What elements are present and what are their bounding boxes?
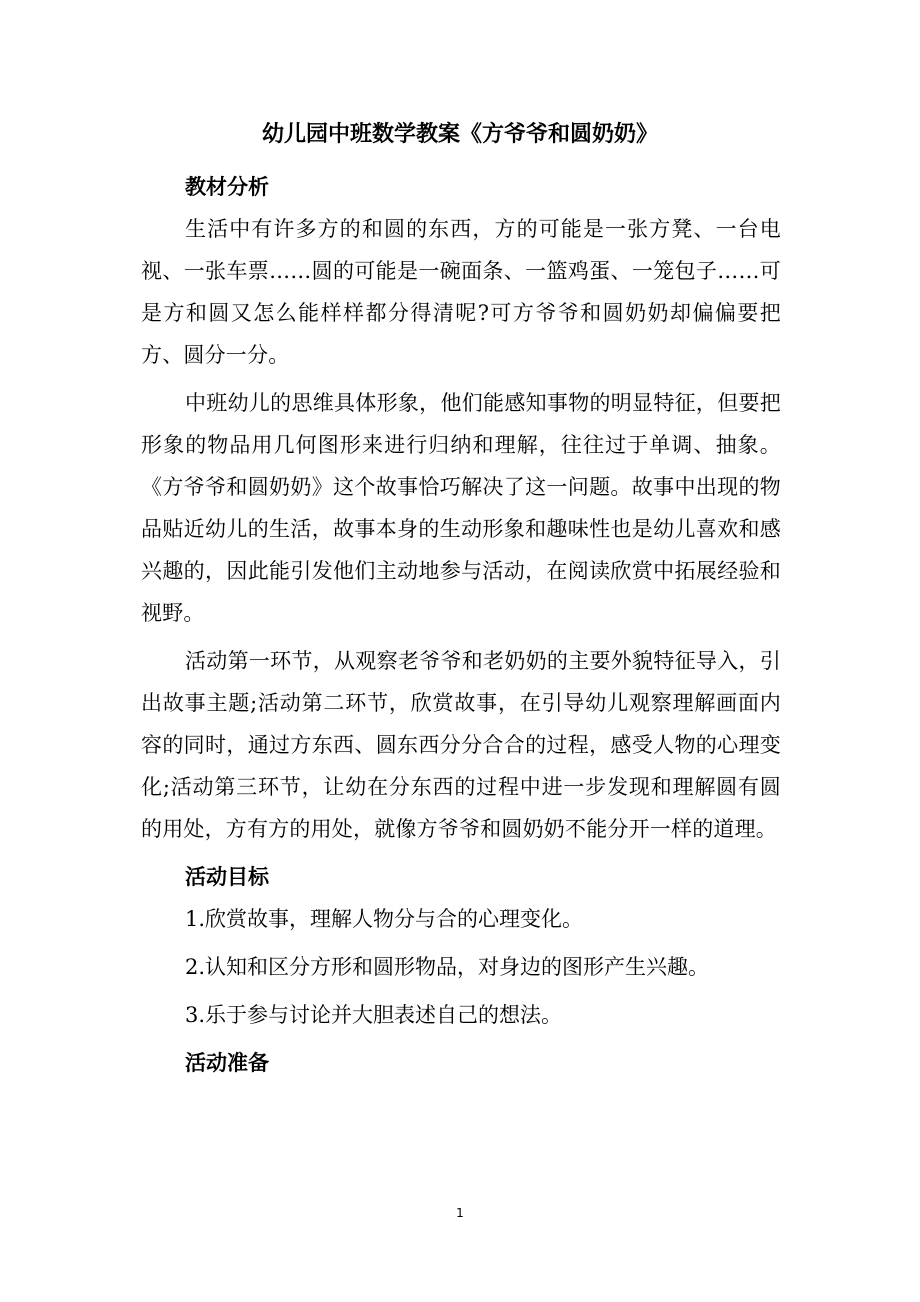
section-heading-preparation: 活动准备 [185,1051,269,1075]
page-number: 1 [456,1206,464,1220]
goal-item: 3.乐于参与讨论并大胆表述自己的想法。 [185,1003,563,1027]
analysis-paragraph: 生活中有许多方的和圆的东西，方的可能是一张方凳、一台电视、一张车票……圆的可能是一碗面条、一篮鸡蛋、一笼包子……可是方和圆又怎么能样样都分得清呢?可方爷爷和圆奶奶却偏偏要把方、圆分一分。 [141,217,781,367]
analysis-paragraph: 活动第一环节，从观察老爷爷和老奶奶的主要外貌特征导入，引出故事主题;活动第二环节，欣赏故事，在引导幼儿观察理解画面内容的同时，通过方东西、圆东西分分合合的过程，感受人物的心理变化;活动第三环节，让幼在分东西的过程中进一步发现和理解圆有圆的用处，方有方的用处，就像方爷爷和圆奶奶不能分开一样的道理。 [141,649,781,841]
goal-item: 2.认知和区分方形和圆形物品，对身边的图形产生兴趣。 [185,955,710,979]
goal-item: 1.欣赏故事，理解人物分与合的心理变化。 [185,907,584,931]
document-body [141,166,781,1084]
section-heading-analysis: 教材分析 [185,175,269,199]
document-title: 幼儿园中班数学教案《方爷爷和圆奶奶》 [261,122,658,147]
section-heading-goals: 活动目标 [185,865,269,889]
analysis-paragraph: 中班幼儿的思维具体形象，他们能感知事物的明显特征，但要把形象的物品用几何图形来进行归纳和理解，往往过于单调、抽象。《方爷爷和圆奶奶》这个故事恰巧解决了这一问题。故事中出现的物品贴近幼儿的生活，故事本身的生动形象和趣味性也是幼儿喜欢和感兴趣的，因此能引发他们主动地参与活动，在阅读欣赏中拓展经验和视野。 [141,391,781,625]
